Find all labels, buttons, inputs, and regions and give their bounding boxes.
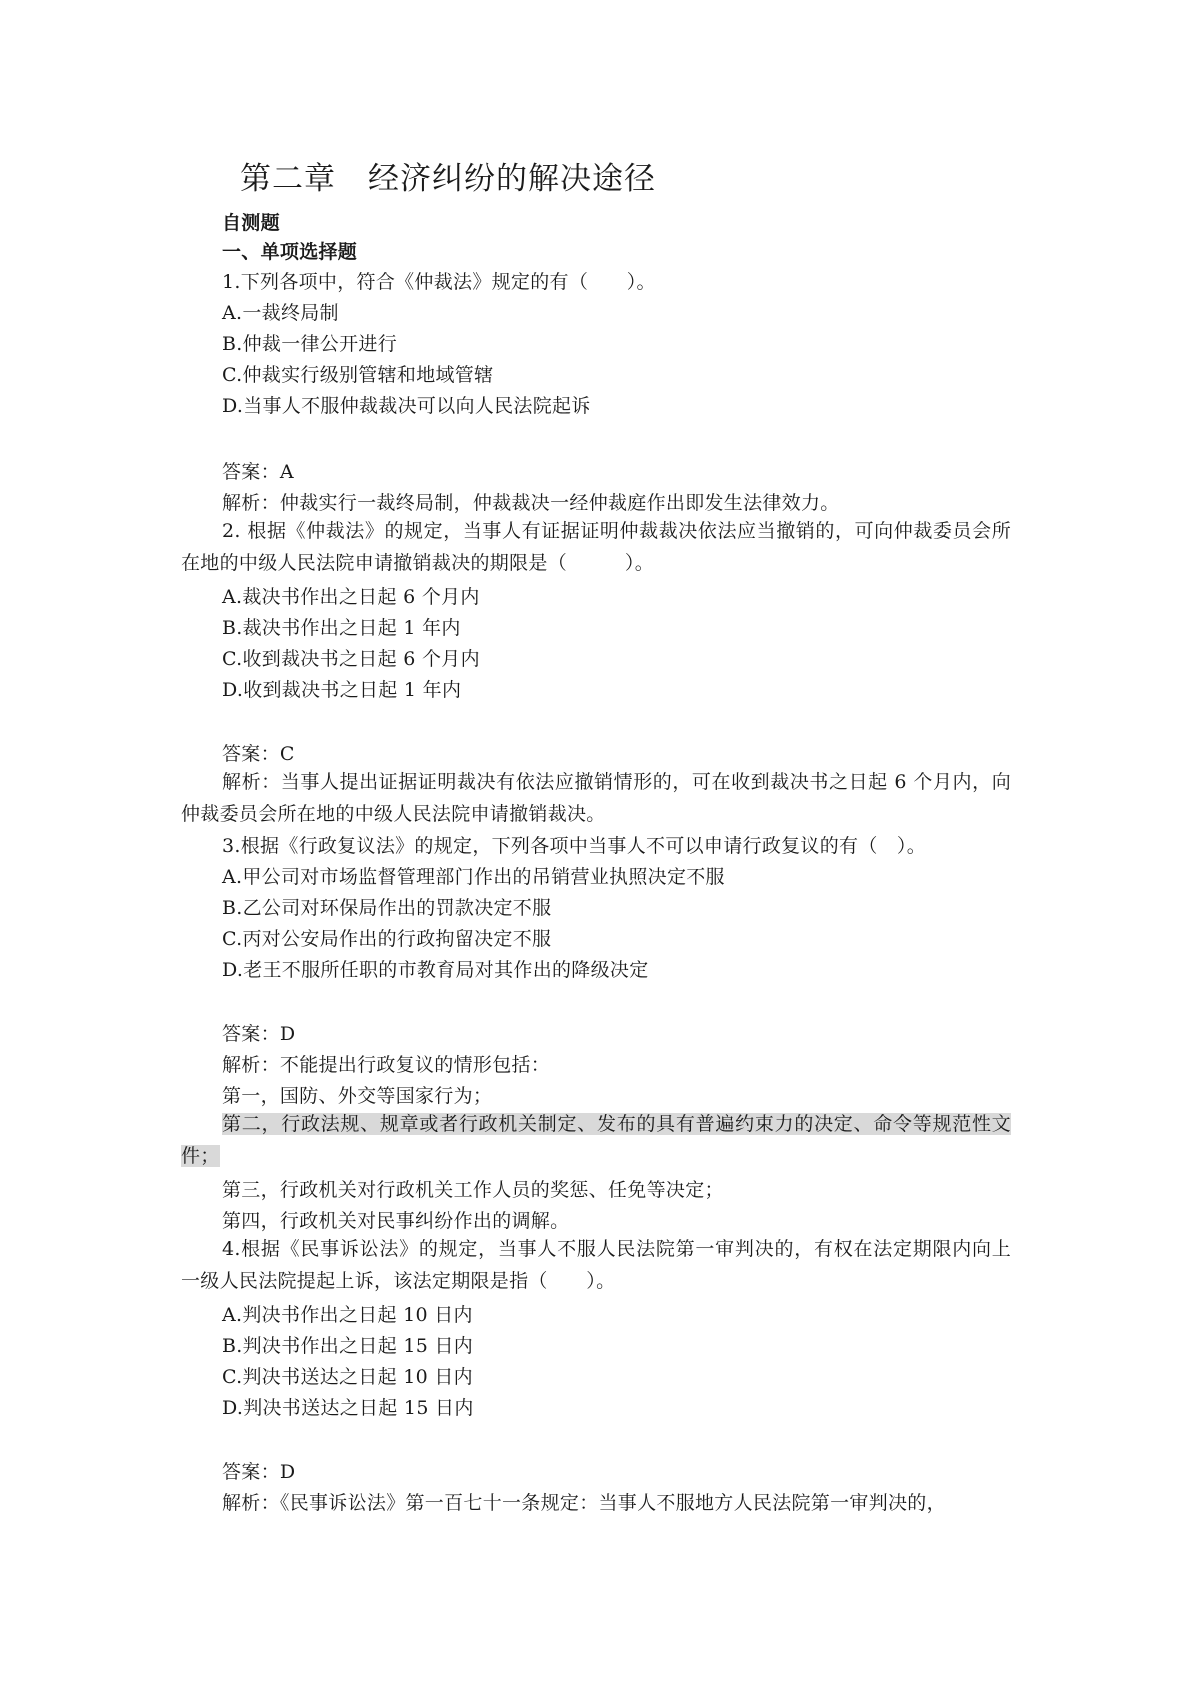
- q2-option-a: A.裁决书作出之日起 6 个月内: [222, 586, 480, 608]
- q3-analysis: 解析：不能提出行政复议的情形包括：: [222, 1054, 551, 1076]
- q1-answer: 答案：A: [222, 461, 294, 483]
- question-3: 3.根据《行政复议法》的规定，下列各项中当事人不可以申请行政复议的有（ ）。: [222, 835, 927, 857]
- q4-option-a: A.判决书作出之日起 10 日内: [222, 1304, 473, 1326]
- question-4: 4.根据《民事诉讼法》的规定，当事人不服人民法院第一审判决的，有权在法定期限内向上一级人民法院提起上诉，该法定期限是指（ ）。: [181, 1238, 1011, 1292]
- q3-answer: 答案：D: [222, 1023, 296, 1045]
- question-2: 2. 根据《仲裁法》的规定，当事人有证据证明仲裁裁决依法应当撤销的，可向仲裁委员会所在地的中级人民法院申请撤销裁决的期限是（ ）。: [181, 520, 1011, 574]
- q2-answer: 答案：C: [222, 743, 295, 765]
- chapter-title: 第二章 经济纠纷的解决途径: [240, 161, 656, 197]
- q4-option-d: D.判决书送达之日起 15 日内: [222, 1397, 474, 1419]
- q4-answer: 答案：D: [222, 1461, 296, 1483]
- q3-option-d: D.老王不服所任职的市教育局对其作出的降级决定: [222, 959, 649, 981]
- q1-option-a: A.一裁终局制: [222, 302, 339, 324]
- q2-option-d: D.收到裁决书之日起 1 年内: [222, 679, 462, 701]
- highlighted-text: 第二，行政法规、规章或者行政机关制定、发布的具有普遍约束力的决定、命令等规范性文件；: [181, 1113, 1011, 1167]
- q4-analysis: 解析：《民事诉讼法》第一百七十一条规定：当事人不服地方人民法院第一审判决的，: [222, 1492, 946, 1514]
- q3-option-b: B.乙公司对环保局作出的罚款决定不服: [222, 897, 552, 919]
- q2-option-c: C.收到裁决书之日起 6 个月内: [222, 648, 480, 670]
- q2-option-b: B.裁决书作出之日起 1 年内: [222, 617, 461, 639]
- q2-analysis: 解析：当事人提出证据证明裁决有依法应撤销情形的，可在收到裁决书之日起 6 个月内，向仲裁委员会所在地的中级人民法院申请撤销裁决。: [181, 771, 1011, 825]
- section-heading-single-choice: 一、单项选择题: [222, 241, 358, 263]
- q3-option-c: C.丙对公安局作出的行政拘留决定不服: [222, 928, 552, 950]
- q4-option-b: B.判决书作出之日起 15 日内: [222, 1335, 474, 1357]
- q1-option-b: B.仲裁一律公开进行: [222, 333, 398, 355]
- q3-option-a: A.甲公司对市场监督管理部门作出的吊销营业执照决定不服: [222, 866, 725, 888]
- q1-analysis: 解析：仲裁实行一裁终局制，仲裁裁决一经仲裁庭作出即发生法律效力。: [222, 492, 840, 514]
- q1-option-c: C.仲裁实行级别管辖和地域管辖: [222, 364, 494, 386]
- question-1: 1.下列各项中，符合《仲裁法》规定的有（ ）。: [222, 271, 656, 293]
- q3-point-2: [181, 1109, 1011, 1172]
- q3-point-1: 第一，国防、外交等国家行为；: [222, 1085, 493, 1107]
- q3-point-4: 第四，行政机关对民事纠纷作出的调解。: [222, 1210, 570, 1232]
- section-heading-self-test: 自测题: [222, 212, 280, 234]
- q3-point-3: 第三，行政机关对行政机关工作人员的奖惩、任免等决定；: [222, 1179, 724, 1201]
- q4-option-c: C.判决书送达之日起 10 日内: [222, 1366, 473, 1388]
- q1-option-d: D.当事人不服仲裁裁决可以向人民法院起诉: [222, 395, 591, 417]
